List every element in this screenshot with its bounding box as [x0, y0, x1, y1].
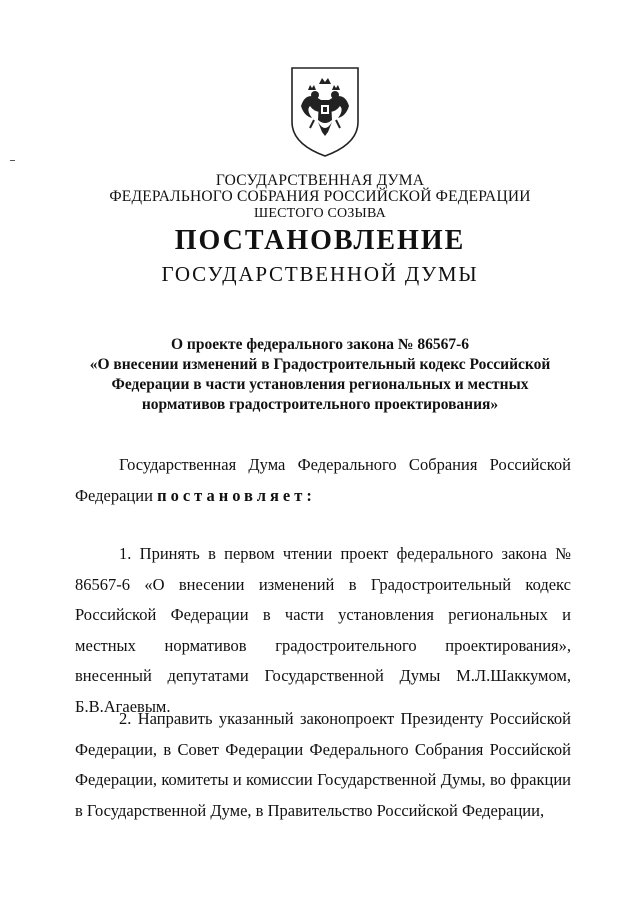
subject-line-4: нормативов градостроительного проектирования» [141, 396, 499, 413]
header-line-3: ШЕСТОГО СОЗЫВА [254, 206, 386, 221]
item-2-paragraph: 2. Направить указанный законопроект Президенту Российской Федерации, в Совет Федерации Федерального Собрания Российской Федерации, комитеты и комиссии Государственной Думы, во фракции в Государственной Думе, в Правительство Российской Федерации, [75, 709, 571, 820]
double-headed-eagle-icon [288, 62, 362, 160]
item-1-paragraph: 1. Принять в первом чтении проект федерального закона № 86567-6 «О внесении изменений в Градостроительный кодекс Российской Федерации в части установления региональных и местных нормативов градостроительного проектирования», внесенный депутатами Государственной Думы М.Л.Шаккумом, Б.В.Агаевым. [75, 544, 571, 716]
document-subtitle: ГОСУДАРСТВЕННОЙ ДУМЫ [161, 262, 479, 286]
document-title: ПОСТАНОВЛЕНИЕ [174, 225, 466, 256]
subject-line-2: «О внесении изменений в Градостроительный кодекс Российской [89, 356, 551, 373]
margin-mark [10, 160, 15, 161]
subject-line-1: О проекте федерального закона № 86567-6 [170, 336, 469, 353]
header-line-2: ФЕДЕРАЛЬНОГО СОБРАНИЯ РОССИЙСКОЙ ФЕДЕРАЦИИ [109, 188, 531, 205]
preamble-text: Государственная Дума Федерального Собрания Российской Федерации [75, 455, 571, 505]
header-line-1: ГОСУДАРСТВЕННАЯ ДУМА [215, 172, 425, 189]
subject-line-3: Федерации в части установления региональных и местных [111, 376, 529, 393]
preamble-paragraph [75, 450, 571, 511]
decree-word: постановляет: [157, 485, 316, 505]
